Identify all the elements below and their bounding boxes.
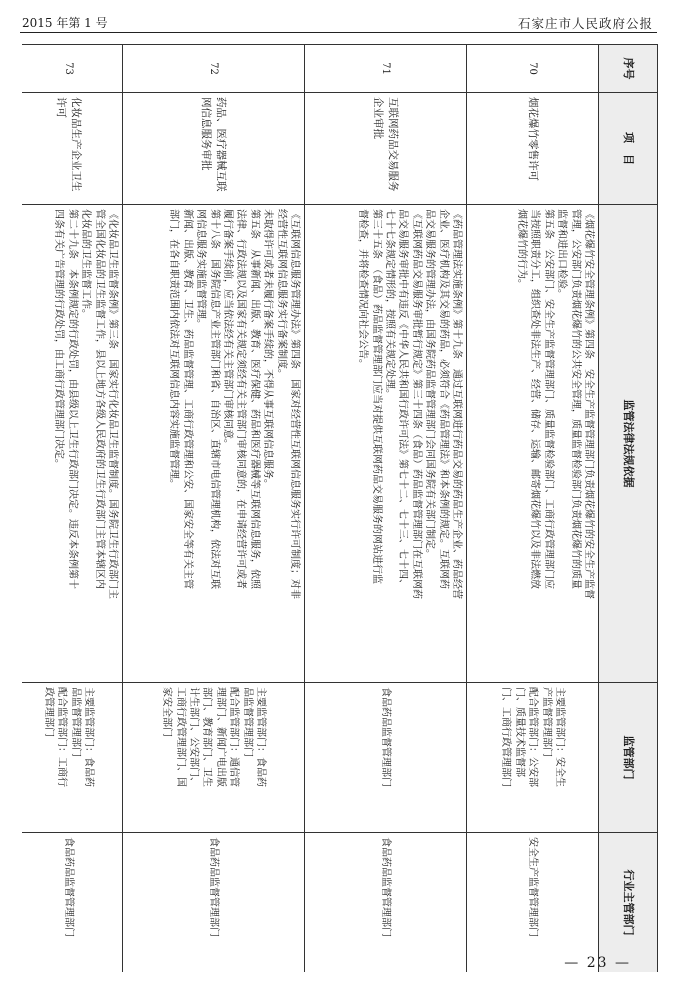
supervisor-cell — [22, 683, 123, 833]
legal-basis-line: 当按照职责分工，组织查处非法生产、经营、储存、运输、邮寄烟花爆竹以及非法燃放 — [529, 209, 541, 589]
regulation-table-container — [22, 44, 658, 972]
legal-basis-line: 七十七条规定情形的，按照有关规定处理。 — [383, 209, 395, 399]
table-row — [467, 45, 599, 973]
legal-basis-line: 第二十九条 本条例规定的行政处罚，由县级以上卫生行政部门决定。违反本条例第十 — [66, 209, 78, 589]
legal-basis-cell — [123, 205, 305, 683]
supervisor-line: 工商行政管理部门、国 — [174, 687, 186, 787]
item-name: 化妆品生产企业卫生许可 — [22, 93, 123, 205]
row-number: 71 — [305, 45, 467, 93]
col-header-no: 序号 — [599, 45, 658, 93]
supervisor-line: 配合监管部门：通信管 — [228, 687, 240, 787]
legal-basis-line: 第三十五条 （食品）药品监督管理部门应当对提供互联网药品交易服务的网站进行监 — [370, 209, 382, 584]
supervisor-line: 配合监管部门：工商行 — [56, 687, 68, 787]
col-header-industry: 行业主管部门 — [599, 833, 658, 973]
legal-basis-cell — [22, 205, 123, 683]
industry-department: 食品药品监督管理部门 — [22, 833, 123, 973]
supervisor-line: 产监督管理部门 — [540, 687, 552, 757]
supervisor-line: 门、质量技术监督部 — [513, 687, 525, 777]
supervisor-line: 配合监管部门：公安部 — [527, 687, 539, 787]
legal-basis-line: 《互联网药品交易服务审批暂行规定》第三十四条（食品）药品监督管理部门在互联网药 — [410, 209, 422, 599]
legal-basis-line: 企业、医疗机构及其交易的药品，必须符合《药品管理法》和本条例的规定。互联网药 — [437, 209, 449, 589]
legal-basis-line: 未取得许可或者未履行备案手续的，不得从事互联网信息服务。 — [262, 209, 274, 489]
row-number: 70 — [467, 45, 599, 93]
col-header-basis: 监管法律法规依据 — [599, 205, 658, 683]
legal-basis-line: 网信息服务实施监督管理。 — [195, 209, 207, 329]
col-header-supervisor: 监管部门 — [599, 683, 658, 833]
supervisor-line: 主要监管部门：安全生 — [554, 687, 566, 787]
legal-basis-line: 《互联网信息服务管理办法》第四条 国家对经营性互联网信息服务实行许可制度；对非 — [289, 209, 300, 599]
supervisor-cell — [467, 683, 599, 833]
legal-basis-line: 第十八条 国务院信息产业主管部门和省、自治区、直辖市电信管理机构，依法对互联 — [208, 209, 220, 589]
industry-department: 食品药品监督管理部门 — [305, 833, 467, 973]
legal-basis-line: 四条有关广告管理的行政处罚，由工商行政管理部门决定。 — [53, 209, 65, 469]
legal-basis-line: 《烟花爆竹安全管理条例》第四条 安全生产监督管理部门负责烟花爆竹的安全生产监督 — [583, 209, 594, 599]
supervisor-line: 主要监管部门：食品药 — [83, 687, 95, 787]
table-row — [123, 45, 305, 973]
journal-issue: 2015 年第 1 号 — [22, 16, 108, 30]
legal-basis-line: 品交易服务的管理办法，由国务院药品监督管理部门会同国务院有关部门制定。 — [424, 209, 436, 559]
industry-department: 安全生产监督管理部门 — [467, 833, 599, 973]
supervisor-line: 理部门、新闻广电出版 — [214, 687, 226, 787]
legal-basis-line: 部门，在各自职责范围内依法对互联网信息内容实施监督管理。 — [168, 209, 180, 489]
legal-basis-line: 经营性互联网信息服务实行备案制度。 — [275, 209, 287, 379]
journal-title: 石家庄市人民政府公报 — [517, 16, 653, 31]
legal-basis-line: 《化妆品卫生监督条例》第三条 国家实行化妆品卫生监督制度。国务院卫生行政部门主 — [107, 209, 118, 599]
legal-basis-line: 第五条 公安部门、安全生产监督管理部门、质量监督检验部门、工商行政管理部门应 — [542, 209, 554, 589]
industry-department: 食品药品监督管理部门 — [123, 833, 305, 973]
col-header-item: 项 目 — [599, 93, 658, 205]
table-header-row — [599, 45, 658, 973]
supervisor-line: 家安全部门 — [161, 687, 173, 737]
rotated-table-frame — [22, 44, 658, 972]
item-name: 药品、医疗器械互联网信息服务审批 — [123, 93, 305, 205]
item-name: 烟花爆竹零售许可 — [467, 93, 599, 205]
supervisor-line: 门、工商行政管理部门 — [500, 687, 512, 787]
supervisor-line: 计生部门、公安部门、 — [188, 687, 200, 787]
table-body — [22, 45, 599, 973]
legal-basis-line: 管全国化妆品的卫生监督工作，县以上地方各级人民政府的卫生行政部门主管本辖区内 — [93, 209, 105, 589]
page-number: — 23 — — [564, 955, 631, 971]
legal-basis-line: 烟花爆竹的行为。 — [515, 209, 527, 289]
legal-basis-cell — [305, 205, 467, 683]
table-row — [305, 45, 467, 973]
regulation-table — [22, 44, 658, 972]
item-name: 互联网药品交易服务企业审批 — [305, 93, 467, 205]
legal-basis-line: 督检查，并将检查情况向社会公告。 — [357, 209, 369, 369]
supervisor-line: 主要监管部门：食品药 — [255, 687, 267, 787]
row-number: 73 — [22, 45, 123, 93]
table-row — [22, 45, 123, 973]
supervisor-line: 食品药品监督管理部门 — [380, 687, 392, 787]
legal-basis-line: 新闻、出版、教育、卫生、药品监督管理、工商行政管理和公安、国家安全等有关主管 — [181, 209, 193, 589]
legal-basis-line: 管理，公安部门负责烟花爆竹的公共安全管理，质量监督检验部门负责烟花爆竹的质量 — [569, 209, 581, 589]
legal-basis-line: 品交易服务审批中有违反《中华人民共和国行政许可法》第七十二、七十三、七十四、 — [397, 209, 409, 589]
supervisor-cell — [123, 683, 305, 833]
legal-basis-line: 履行备案手续前，应当依法经有关主管部门审核同意。 — [221, 209, 233, 449]
supervisor-line: 部门、教育部门、卫生 — [201, 687, 213, 787]
row-number: 72 — [123, 45, 305, 93]
legal-basis-line: 第五条 从事新闻、出版、教育、医疗保健、药品和医疗器械等互联网信息服务，依照 — [248, 209, 260, 589]
supervisor-line: 品监督管理部门 — [241, 687, 253, 757]
legal-basis-line: 化妆品的卫生监督工作。 — [80, 209, 92, 319]
supervisor-cell — [305, 683, 467, 833]
supervisor-line: 品监督管理部门 — [69, 687, 81, 757]
legal-basis-line: 《药品管理法实施条例》第十九条 通过互联网进行药品交易的药品生产企业、药品经营 — [451, 209, 462, 599]
legal-basis-line: 监督和进出口检验。 — [556, 209, 568, 299]
legal-basis-line: 法律、行政法规以及国家有关规定须经有关主管部门审核同意的，在申请经营许可或者 — [235, 209, 247, 589]
legal-basis-cell — [467, 205, 599, 683]
header-rule — [20, 32, 657, 33]
supervisor-line: 政管理部门 — [43, 687, 55, 737]
